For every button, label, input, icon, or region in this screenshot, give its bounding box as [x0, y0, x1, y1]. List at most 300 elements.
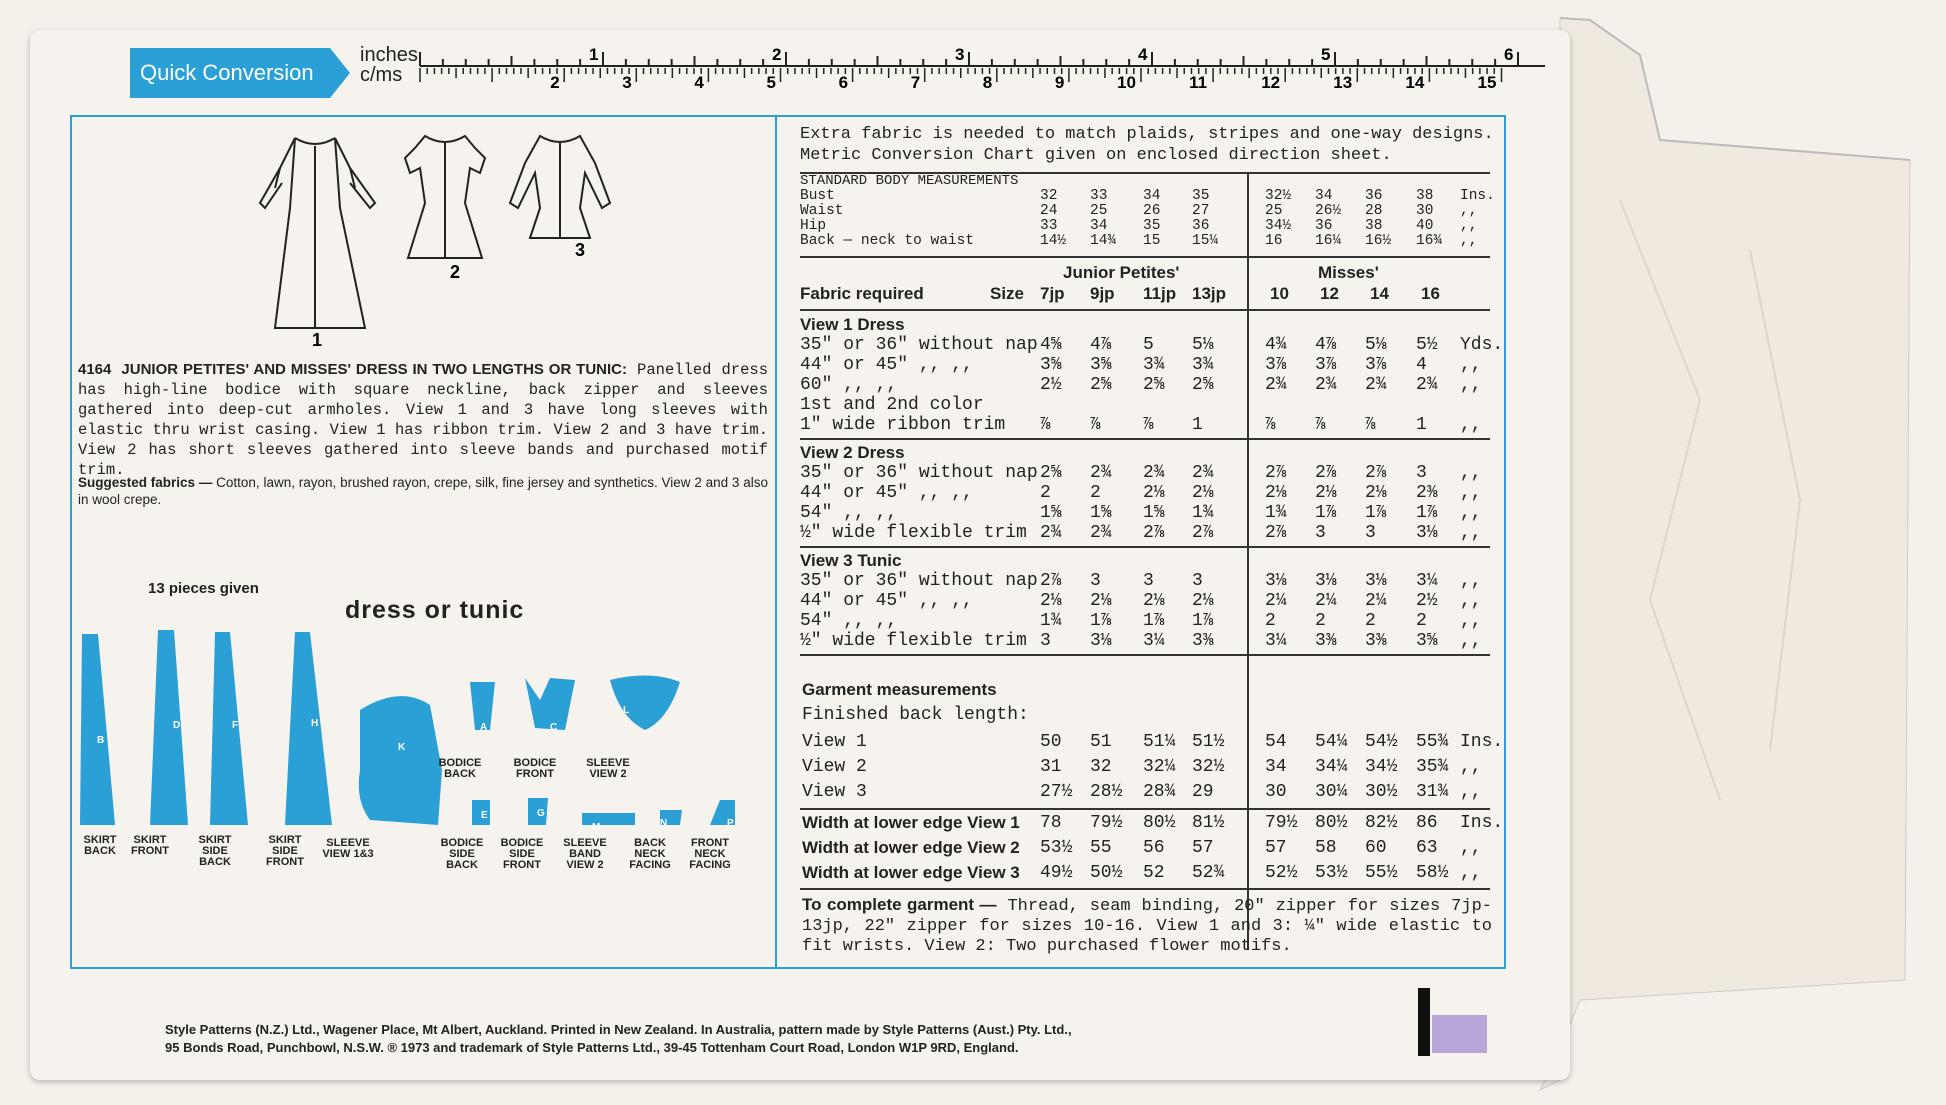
cm-number: 6: [838, 73, 849, 92]
fabric-row-label: 44" or 45" ,, ,,: [800, 483, 973, 503]
fabric-value-misses: 4: [1416, 355, 1427, 375]
size-misses: 14: [1370, 284, 1389, 303]
fabric-value-misses: 1¾: [1265, 503, 1287, 523]
junior-petites-header: Junior Petites': [1063, 263, 1180, 282]
fabric-row-label: 35" or 36" without nap: [800, 571, 1038, 591]
fabric-value-jp: 2⅞: [1040, 571, 1062, 591]
fabric-value-jp: 3⅛: [1090, 631, 1112, 651]
width-value-jp: 57: [1192, 838, 1214, 858]
fabric-row-label: ½" wide flexible trim: [800, 631, 1027, 651]
inch-number: 3: [955, 45, 965, 64]
unit-label: ,,: [1460, 233, 1478, 249]
width-value-jp: 52: [1143, 863, 1165, 883]
width-row-label: Width at lower edge View 3: [802, 863, 1020, 882]
fabric-row-label: 44" or 45" ,, ,,: [800, 355, 973, 375]
width-value-misses: 52½: [1265, 863, 1298, 883]
garment-value-misses: 30: [1265, 782, 1287, 802]
fabric-section-title: View 1 Dress: [800, 315, 905, 334]
piece-label: BODICE FRONT: [513, 757, 557, 780]
width-row-label: Width at lower edge View 2: [802, 838, 1020, 857]
fabric-row-label: 1" wide ribbon trim: [800, 415, 1006, 435]
cm-number: 7: [910, 73, 921, 92]
fabric-value-misses: 2⅛: [1315, 483, 1337, 503]
fabric-value-misses: 2½: [1416, 591, 1438, 611]
fabric-value-misses: 3⅜: [1315, 631, 1337, 651]
body-measure-value: 16½: [1365, 233, 1392, 249]
fabric-value-misses: ⅞: [1365, 415, 1376, 435]
unit-label: ,,: [1460, 523, 1482, 543]
fabric-value-jp: 2⅛: [1192, 483, 1214, 503]
fabric-value-jp: 3: [1143, 571, 1154, 591]
piece-label: BODICE SIDE BACK: [440, 837, 484, 871]
body-measure-value: 24: [1040, 203, 1058, 219]
table-rule: [800, 808, 1490, 810]
view-sketches: [250, 128, 630, 358]
fabric-value-jp: 2⅛: [1143, 591, 1165, 611]
size-misses: 12: [1320, 284, 1339, 303]
unit-label: Ins.: [1460, 188, 1495, 204]
body-measure-label: Back — neck to waist: [800, 233, 975, 249]
garment-measurements-title: Garment measurements: [802, 680, 997, 699]
fabric-value-misses: 1⅞: [1416, 503, 1438, 523]
unit-label: ,,: [1460, 838, 1482, 858]
fabric-value-jp: 5⅛: [1192, 335, 1214, 355]
footer-line-1: Style Patterns (N.Z.) Ltd., Wagener Place, Mt Albert, Auckland. Printed in New Zealand. In Australia, pattern made by Style Patterns (Aust.) Pty. Ltd.,: [165, 1022, 1072, 1037]
fabric-value-jp: 1: [1192, 415, 1203, 435]
suggested-text: Cotton, lawn, rayon, brushed rayon, crepe, silk, fine jersey and synthetics. View 2 and 3 also in wool crepe.: [78, 475, 768, 507]
body-measure-value: 14¾: [1090, 233, 1117, 249]
ruler-ticks: [350, 42, 1550, 92]
fabric-value-jp: 1⅝: [1143, 503, 1165, 523]
misses-header: Misses': [1318, 263, 1379, 282]
unit-label: Yds.: [1460, 335, 1504, 355]
metric-chart-text: Metric Conversion Chart given on enclosed direction sheet.: [800, 146, 1392, 165]
fabric-value-misses: 5⅛: [1365, 335, 1387, 355]
body-measure-value: 26½: [1315, 203, 1342, 219]
fabric-value-misses: 2: [1265, 611, 1276, 631]
piece-label: SLEEVE VIEW 2: [586, 757, 630, 780]
table-rule: [800, 438, 1490, 440]
unit-label: ,,: [1460, 631, 1482, 651]
inches-label: inches: [360, 44, 418, 66]
unit-label: ,,: [1460, 782, 1482, 802]
fabric-value-misses: 4⅞: [1315, 335, 1337, 355]
cm-number: 13: [1333, 73, 1353, 92]
width-value-misses: 80½: [1315, 813, 1348, 833]
body-measure-value: 25: [1090, 203, 1108, 219]
color-swatch: [1432, 1015, 1487, 1053]
width-value-misses: 58: [1315, 838, 1337, 858]
pattern-title: JUNIOR PETITES' AND MISSES' DRESS IN TWO LENGTHS OR TUNIC:: [121, 361, 628, 378]
fabric-value-misses: 2¾: [1315, 375, 1337, 395]
width-value-jp: 53½: [1040, 838, 1073, 858]
fabric-value-jp: ⅞: [1143, 415, 1154, 435]
fabric-value-jp: 2¾: [1192, 463, 1214, 483]
body-measurements-title: STANDARD BODY MEASUREMENTS: [800, 173, 1019, 189]
width-value-jp: 80½: [1143, 813, 1176, 833]
body-measure-value: 34½: [1265, 218, 1292, 234]
fabric-value-misses: 2⅞: [1265, 463, 1287, 483]
body-measure-label: Waist: [800, 203, 844, 219]
body-measure-value: 15¼: [1192, 233, 1219, 249]
fabric-section-title: View 3 Tunic: [800, 551, 902, 570]
fabric-value-jp: 3¾: [1192, 355, 1214, 375]
fabric-value-jp: 1⅝: [1040, 503, 1062, 523]
fabric-value-misses: 3¼: [1416, 571, 1438, 591]
piece-letter: C: [550, 722, 558, 733]
fabric-value-misses: 2⅞: [1265, 523, 1287, 543]
piece-letter: B: [97, 735, 105, 746]
fabric-value-misses: 2⅞: [1315, 463, 1337, 483]
body-measure-value: 35: [1143, 218, 1161, 234]
fabric-value-misses: 3⅞: [1365, 355, 1387, 375]
piece-label: FRONT NECK FACING: [689, 837, 731, 871]
unit-label: ,,: [1460, 463, 1482, 483]
fabric-value-jp: 2: [1040, 483, 1051, 503]
view-3-number: 3: [575, 240, 586, 260]
pattern-body: Panelled dress has high-line bodice with square neckline, back zipper and sleeves gathered into deep-cut armholes. View 1 and 3 have long sleeves with elastic thru wrist casing. View 1 has ribbon trim. View 2 and 3 have trim. View 2 has short sleeves gathered into sleeve bands and purchased motif trim.: [78, 361, 768, 479]
size-jp: 13jp: [1192, 284, 1227, 303]
pattern-number: 4164: [78, 361, 112, 378]
garment-row-label: View 2: [802, 757, 867, 777]
fabric-value-misses: 2: [1365, 611, 1376, 631]
extra-fabric-text: Extra fabric is needed to match plaids, stripes and one-way designs.: [800, 125, 1494, 144]
fabric-value-misses: 2¾: [1265, 375, 1287, 395]
fabric-value-misses: 3⅛: [1416, 523, 1438, 543]
table-rule: [800, 309, 1490, 311]
garment-value-misses: 35¾: [1416, 757, 1449, 777]
fabric-value-misses: 2¼: [1365, 591, 1387, 611]
size-jp: 9jp: [1090, 284, 1115, 303]
piece-label: BODICE BACK: [438, 757, 482, 780]
piece-label: SKIRT SIDE BACK: [198, 834, 232, 868]
width-value-misses: 82½: [1365, 813, 1398, 833]
fabric-value-jp: 1⅝: [1090, 503, 1112, 523]
fabric-value-jp: 2⅛: [1090, 591, 1112, 611]
garment-value-jp: 32½: [1192, 757, 1225, 777]
fabric-value-misses: 2⅛: [1265, 483, 1287, 503]
body-measure-value: 33: [1040, 218, 1058, 234]
body-measure-value: 32: [1040, 188, 1058, 204]
size-misses: 10: [1270, 284, 1289, 303]
width-value-jp: 56: [1143, 838, 1165, 858]
fabric-value-jp: 3⅝: [1090, 355, 1112, 375]
fabric-value-jp: 2⅝: [1090, 375, 1112, 395]
garment-value-jp: 51¼: [1143, 732, 1176, 752]
piece-letter: P: [727, 818, 734, 829]
footer-line-2: 95 Bonds Road, Punchbowl, N.S.W. ® 1973 and trademark of Style Patterns Ltd., 39-45 Tottenham Court Road, London W1P 9RD, England.: [165, 1040, 1019, 1055]
body-measure-value: 33: [1090, 188, 1108, 204]
fabric-value-misses: 3⅛: [1315, 571, 1337, 591]
unit-label: ,,: [1460, 203, 1478, 219]
table-rule: [1247, 172, 1249, 950]
width-value-jp: 81½: [1192, 813, 1225, 833]
fabric-value-misses: 2¼: [1265, 591, 1287, 611]
fabric-value-jp: 2⅝: [1192, 375, 1214, 395]
body-measure-value: 36: [1315, 218, 1333, 234]
body-measure-value: 36: [1192, 218, 1210, 234]
garment-row-label: View 1: [802, 732, 867, 752]
fabric-value-jp: ⅞: [1040, 415, 1051, 435]
width-value-misses: 53½: [1315, 863, 1348, 883]
dress-or-tunic-heading: dress or tunic: [345, 596, 525, 624]
fabric-value-jp: 5: [1143, 335, 1154, 355]
conversion-ruler: [350, 42, 1550, 92]
garment-value-misses: 54: [1265, 732, 1287, 752]
body-measure-value: 14½: [1040, 233, 1067, 249]
garment-value-misses: 34¼: [1315, 757, 1348, 777]
cm-number: 2: [550, 73, 560, 92]
fabric-value-jp: 3: [1090, 571, 1101, 591]
unit-label: ,,: [1460, 591, 1482, 611]
complete-text: Thread, seam binding, 20" zipper for sizes 7jp-13jp, 22" zipper for sizes 10-16. View 1 and 3: ¼" wide elastic to fit wrists. View 2: Two purchased flower motifs.: [802, 897, 1492, 956]
width-value-jp: 79½: [1090, 813, 1123, 833]
fabric-section-title: View 2 Dress: [800, 443, 905, 462]
quick-conversion-banner: [130, 48, 350, 98]
body-measure-value: 25: [1265, 203, 1283, 219]
fabric-row-label: 54" ,, ,,: [800, 611, 898, 631]
fabric-value-jp: 2½: [1040, 375, 1062, 395]
body-measure-value: 28: [1365, 203, 1383, 219]
fabric-value-jp: 1⅞: [1192, 611, 1214, 631]
fabric-value-jp: 2¾: [1090, 523, 1112, 543]
piece-letter: F: [232, 720, 239, 731]
inch-number: 5: [1321, 45, 1331, 64]
body-measure-value: 32½: [1265, 188, 1292, 204]
fabric-row-label: ½" wide flexible trim: [800, 523, 1027, 543]
width-value-jp: 49½: [1040, 863, 1073, 883]
finished-back-length: Finished back length:: [802, 705, 1029, 725]
inch-number: 1: [589, 45, 599, 64]
fabric-value-misses: 2⅜: [1416, 483, 1438, 503]
cm-number: 14: [1405, 73, 1425, 92]
body-measure-value: 34: [1143, 188, 1161, 204]
piece-label: SKIRT FRONT: [131, 834, 169, 857]
piece-label: BODICE SIDE FRONT: [500, 837, 544, 871]
garment-value-misses: 34: [1265, 757, 1287, 777]
garment-value-jp: 32: [1090, 757, 1112, 777]
fabric-value-misses: 2: [1315, 611, 1326, 631]
fabric-value-misses: 1⅞: [1365, 503, 1387, 523]
piece-label: SLEEVE VIEW 1&3: [322, 837, 374, 860]
unit-label: ,,: [1460, 571, 1482, 591]
garment-value-jp: 51½: [1192, 732, 1225, 752]
cm-number: 10: [1117, 73, 1136, 92]
piece-letter: M: [592, 822, 601, 833]
fabric-value-misses: 3⅜: [1365, 631, 1387, 651]
fabric-row-label: 35" or 36" without nap: [800, 463, 1038, 483]
suggested-fabrics: [78, 474, 768, 508]
fabric-value-misses: 3⅛: [1265, 571, 1287, 591]
fabric-value-jp: 1⅞: [1090, 611, 1112, 631]
width-value-misses: 55½: [1365, 863, 1398, 883]
piece-letter: H: [311, 718, 319, 729]
size-jp: 11jp: [1143, 284, 1177, 303]
fabric-value-jp: 3¾: [1143, 355, 1165, 375]
body-measure-label: Bust: [800, 188, 835, 204]
fabric-value-misses: 2⅛: [1365, 483, 1387, 503]
fabric-value-misses: 3: [1315, 523, 1326, 543]
body-measure-value: 16¼: [1315, 233, 1342, 249]
fabric-value-jp: 2⅞: [1143, 523, 1165, 543]
piece-letter: K: [398, 742, 406, 753]
pieces-given: 13 pieces given: [148, 580, 259, 597]
garment-value-misses: 30½: [1365, 782, 1398, 802]
width-row-label: Width at lower edge View 1: [802, 813, 1020, 832]
fabric-value-jp: 2⅝: [1143, 375, 1165, 395]
piece-letter: N: [660, 818, 668, 829]
fabric-value-jp: 1¾: [1040, 611, 1062, 631]
garment-value-misses: 54¼: [1315, 732, 1348, 752]
body-measure-value: 35: [1192, 188, 1210, 204]
cm-number: 11: [1189, 73, 1208, 92]
unit-label: ,,: [1460, 503, 1482, 523]
table-rule: [800, 888, 1490, 890]
inch-number: 2: [772, 45, 782, 64]
fabric-value-jp: 4⅝: [1040, 335, 1062, 355]
size-misses: 16: [1421, 284, 1440, 303]
piece-letter: G: [537, 808, 545, 819]
pattern-pieces: [70, 620, 770, 870]
fabric-value-misses: 2¼: [1315, 591, 1337, 611]
fabric-value-misses: 2¾: [1416, 375, 1438, 395]
inch-number: 6: [1504, 45, 1514, 64]
fabric-required-label: Fabric required: [800, 284, 924, 303]
fabric-value-jp: 3⅝: [1040, 355, 1062, 375]
fabric-value-misses: 3⅛: [1365, 571, 1387, 591]
body-measure-value: 38: [1416, 188, 1434, 204]
inch-number: 4: [1138, 45, 1148, 64]
piece-letter: A: [480, 722, 488, 733]
body-measure-value: 34: [1315, 188, 1333, 204]
unit-label: ,,: [1460, 483, 1482, 503]
fabric-value-misses: 3⅞: [1315, 355, 1337, 375]
unit-label: ,,: [1460, 757, 1482, 777]
body-measure-value: 27: [1192, 203, 1210, 219]
width-value-misses: 60: [1365, 838, 1387, 858]
unit-label: ,,: [1460, 355, 1482, 375]
piece-label: SKIRT SIDE FRONT: [266, 834, 304, 868]
cm-number: 8: [982, 73, 993, 92]
fabric-value-misses: 3: [1416, 463, 1427, 483]
garment-value-misses: 31¾: [1416, 782, 1449, 802]
unit-label: ,,: [1460, 611, 1482, 631]
fabric-value-misses: 1⅞: [1315, 503, 1337, 523]
unit-label: Ins.: [1460, 732, 1504, 752]
garment-value-jp: 27½: [1040, 782, 1073, 802]
view-1-number: 1: [312, 330, 323, 350]
body-measure-value: 26: [1143, 203, 1161, 219]
fabric-value-jp: 2⅞: [1192, 523, 1214, 543]
garment-value-misses: 30¼: [1315, 782, 1348, 802]
size-label: Size: [990, 284, 1025, 303]
piece-letter: L: [623, 705, 630, 716]
extra-fabric-note: [800, 124, 1494, 166]
body-measure-label: Hip: [800, 218, 827, 234]
pattern-description: [78, 360, 768, 480]
cm-number: 12: [1261, 73, 1281, 92]
width-value-misses: 86: [1416, 813, 1438, 833]
view-2-number: 2: [450, 262, 461, 282]
piece-label: SKIRT BACK: [83, 834, 117, 857]
fabric-value-jp: 2¾: [1040, 523, 1062, 543]
fabric-value-jp: 1⅞: [1143, 611, 1165, 631]
garment-row-label: View 3: [802, 782, 867, 802]
body-measure-value: 15: [1143, 233, 1161, 249]
fabric-value-jp: 3: [1192, 571, 1203, 591]
unit-label: ,,: [1460, 863, 1482, 883]
width-value-misses: 58½: [1416, 863, 1449, 883]
fabric-value-jp: 3: [1040, 631, 1051, 651]
fabric-value-jp: 2¾: [1090, 463, 1112, 483]
fabric-value-jp: ⅞: [1090, 415, 1101, 435]
body-measure-value: 38: [1365, 218, 1383, 234]
fabric-value-misses: 4¾: [1265, 335, 1287, 355]
cm-number: 5: [766, 73, 776, 92]
cm-number: 15: [1477, 73, 1497, 92]
garment-value-jp: 28¾: [1143, 782, 1176, 802]
fabric-value-jp: 2⅛: [1192, 591, 1214, 611]
barcode-mark: [1418, 988, 1430, 1056]
cm-number: 3: [622, 73, 632, 92]
width-value-misses: 63: [1416, 838, 1438, 858]
table-rule: [800, 256, 1490, 258]
piece-label: SLEEVE BAND VIEW 2: [563, 837, 607, 871]
garment-value-jp: 32¼: [1143, 757, 1176, 777]
width-value-jp: 55: [1090, 838, 1112, 858]
fabric-value-jp: 2¾: [1143, 463, 1165, 483]
fabric-row-label: 1st and 2nd color: [800, 395, 984, 415]
fabric-value-jp: 2⅛: [1040, 591, 1062, 611]
table-rule: [800, 654, 1490, 656]
garment-value-misses: 54½: [1365, 732, 1398, 752]
body-measure-value: 36: [1365, 188, 1383, 204]
fabric-value-misses: 2⅞: [1365, 463, 1387, 483]
garment-value-jp: 50: [1040, 732, 1062, 752]
piece-label: BACK NECK FACING: [629, 837, 671, 871]
fabric-value-misses: 3⅞: [1265, 355, 1287, 375]
fabric-value-misses: 2: [1416, 611, 1427, 631]
body-measure-value: 40: [1416, 218, 1434, 234]
body-measure-value: 34: [1090, 218, 1108, 234]
piece-letter: D: [173, 720, 181, 731]
garment-value-jp: 29: [1192, 782, 1214, 802]
fabric-value-jp: 4⅞: [1090, 335, 1112, 355]
quick-conversion-label: Quick Conversion: [140, 60, 314, 85]
fabric-value-jp: 3¼: [1143, 631, 1165, 651]
width-value-jp: 50½: [1090, 863, 1123, 883]
fabric-value-misses: 2¾: [1365, 375, 1387, 395]
fabric-value-misses: ⅞: [1265, 415, 1276, 435]
fabric-row-label: 60" ,, ,,: [800, 375, 898, 395]
cm-number: 9: [1054, 73, 1065, 92]
garment-value-jp: 31: [1040, 757, 1062, 777]
garment-value-jp: 28½: [1090, 782, 1123, 802]
body-measure-value: 16¾: [1416, 233, 1443, 249]
fabric-value-misses: 3⅝: [1416, 631, 1438, 651]
cm-number: 4: [694, 73, 704, 92]
width-value-misses: 79½: [1265, 813, 1298, 833]
unit-label: ,,: [1460, 375, 1482, 395]
fabric-value-misses: 1: [1416, 415, 1427, 435]
fabric-row-label: 54" ,, ,,: [800, 503, 898, 523]
body-measure-value: 30: [1416, 203, 1434, 219]
garment-value-misses: 34½: [1365, 757, 1398, 777]
width-value-jp: 78: [1040, 813, 1062, 833]
suggested-label: Suggested fabrics —: [78, 475, 213, 490]
fabric-value-misses: ⅞: [1315, 415, 1326, 435]
complete-label: To complete garment —: [802, 895, 997, 914]
